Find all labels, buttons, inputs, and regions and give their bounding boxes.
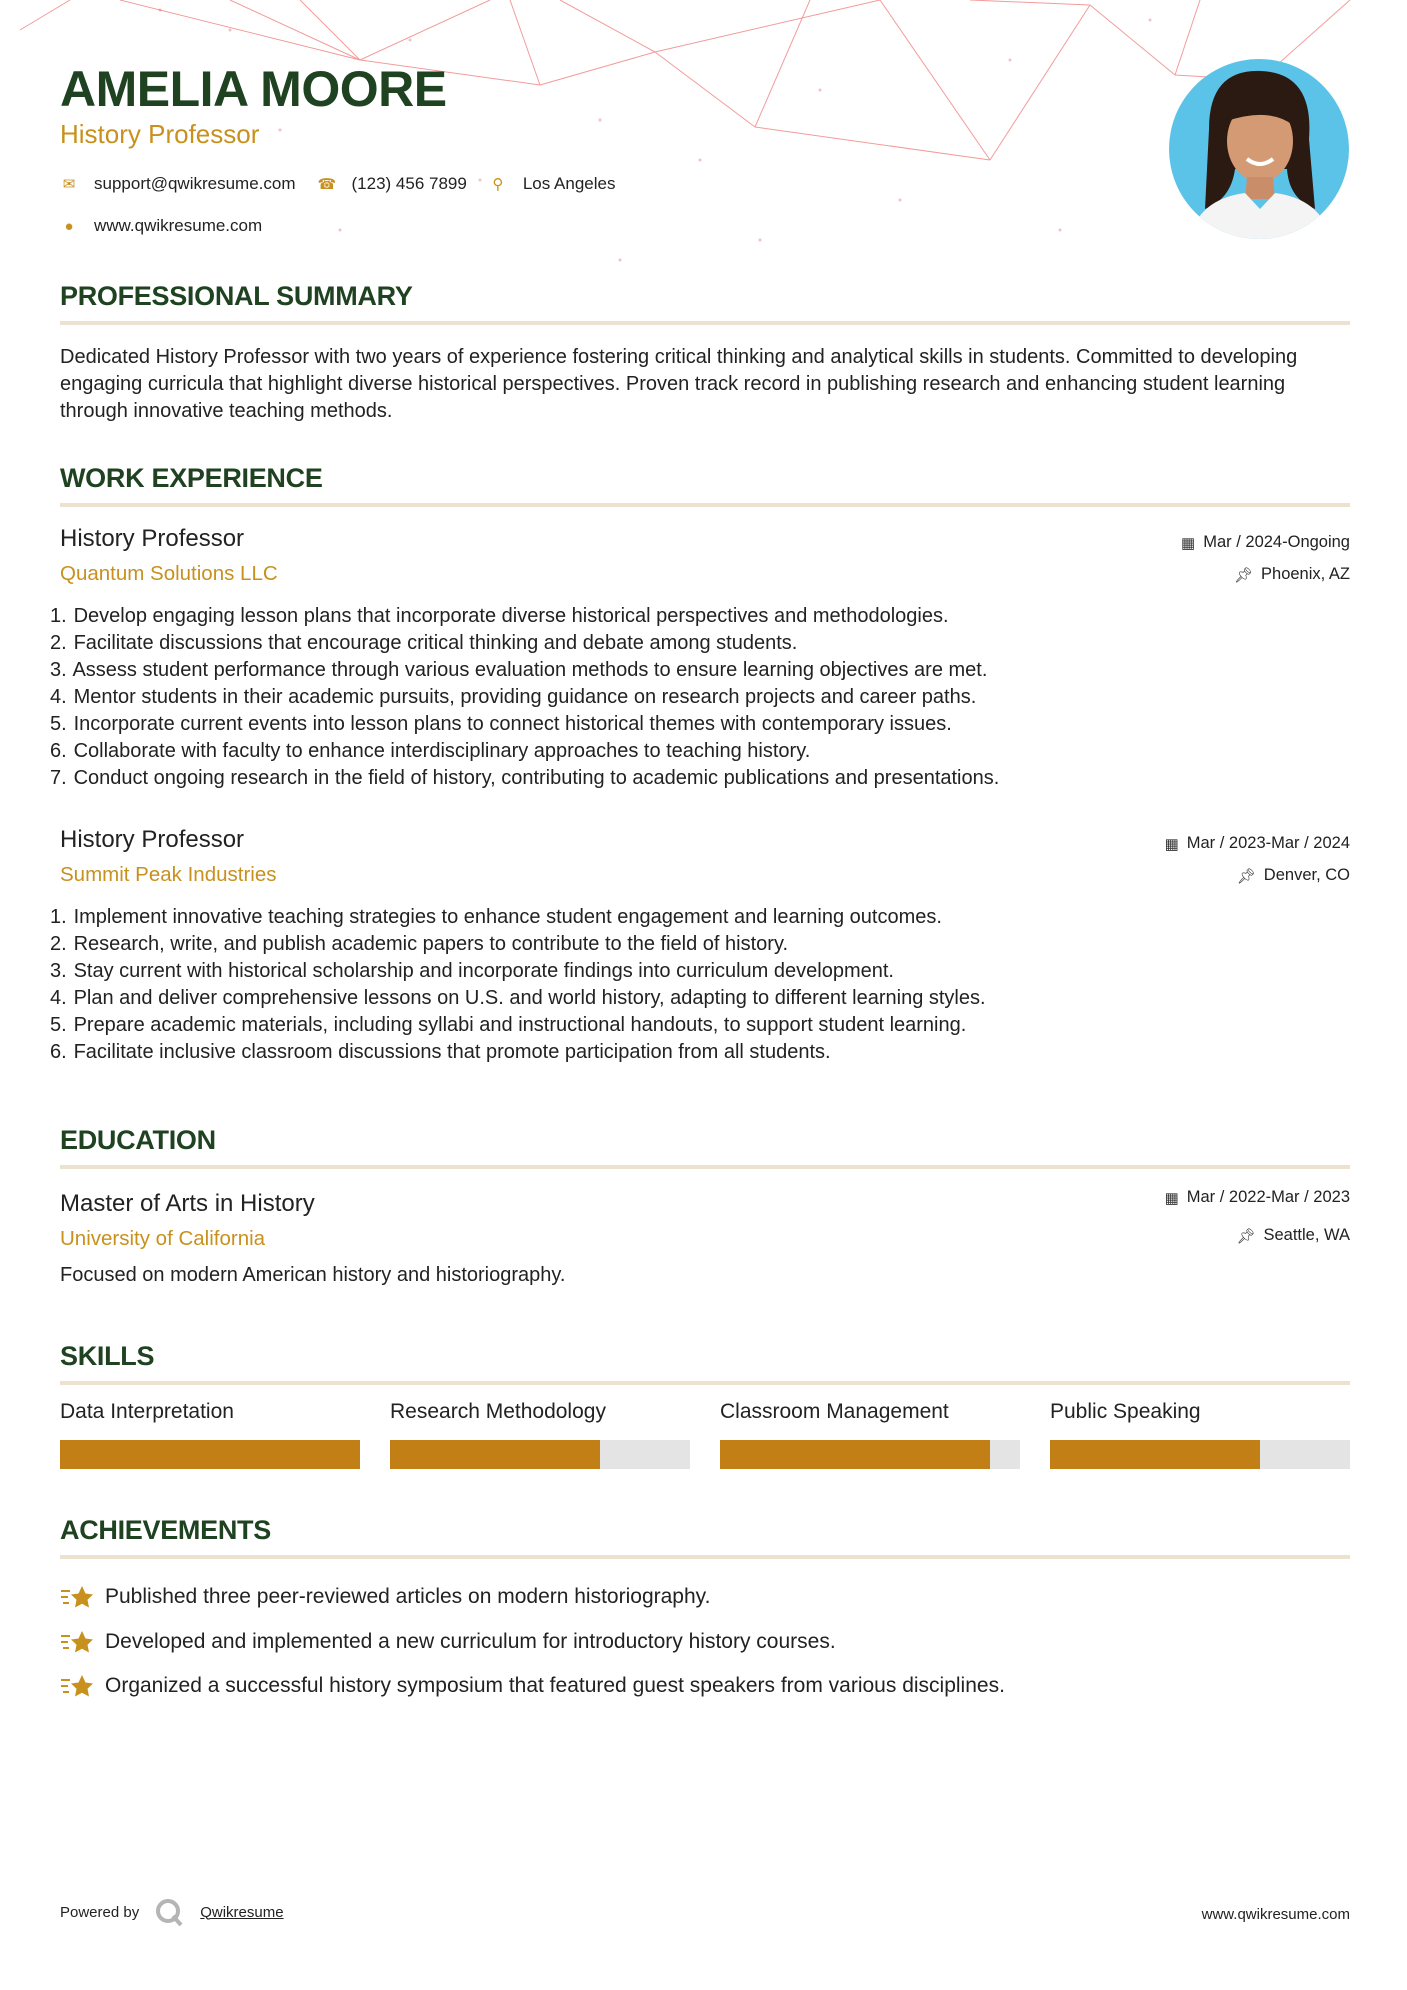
- skill-bar: [1050, 1440, 1350, 1469]
- map-pin-icon: ⚲: [492, 176, 504, 193]
- star-badge-icon: [60, 1628, 94, 1656]
- education-location-text: Seattle, WA: [1263, 1226, 1350, 1244]
- list-item: 1. Develop engaging lesson plans that incorporate diverse historical perspectives and methodologies.: [50, 605, 949, 627]
- education-location: [1236, 1226, 1350, 1245]
- qwikresume-logo-icon: [154, 1897, 184, 1927]
- website-text: www.qwikresume.com: [94, 216, 263, 235]
- skill-item: [1050, 1400, 1350, 1469]
- star-badge-icon: [60, 1672, 94, 1700]
- job-company-2: Summit Peak Industries: [60, 863, 277, 886]
- job-title-1: History Professor: [60, 525, 245, 552]
- school-name: University of California: [60, 1227, 266, 1250]
- job-title-2: History Professor: [60, 826, 245, 853]
- globe-icon: ●: [64, 217, 74, 235]
- skill-bar-fill: [720, 1440, 990, 1469]
- job-location-2: [1237, 866, 1350, 885]
- pushpin-icon: 📌︎: [1236, 1227, 1256, 1245]
- phone-icon: ☎: [317, 176, 337, 193]
- section-divider: [60, 503, 1350, 507]
- candidate-title: History Professor: [60, 119, 260, 149]
- skill-bar: [390, 1440, 690, 1469]
- education-dates: [1165, 1188, 1350, 1207]
- list-item: 3. Assess student performance through various evaluation methods to ensure learning objectives are met.: [50, 659, 988, 681]
- skill-bar: [720, 1440, 1020, 1469]
- calendar-icon: ▦: [1164, 835, 1179, 853]
- calendar-icon: ▦: [1164, 1189, 1179, 1207]
- skill-item: [720, 1400, 1020, 1469]
- contact-email[interactable]: [60, 174, 296, 194]
- location-text: Los Angeles: [522, 174, 616, 193]
- email-text: support@qwikresume.com: [94, 174, 296, 193]
- achievements-heading: ACHIEVEMENTS: [60, 1515, 271, 1545]
- star-badge-icon: [60, 1583, 94, 1611]
- skill-name: Classroom Management: [720, 1400, 949, 1423]
- job-dates-2-text: Mar / 2023-Mar / 2024: [1186, 834, 1350, 852]
- degree-title: Master of Arts in History: [60, 1190, 315, 1217]
- list-item: 4. Mentor students in their academic pursuits, providing guidance on research projects and career paths.: [50, 686, 977, 708]
- list-item: [60, 1664, 1005, 1709]
- education-heading: EDUCATION: [60, 1125, 216, 1155]
- job-location-2-text: Denver, CO: [1263, 866, 1350, 884]
- experience-heading: WORK EXPERIENCE: [60, 463, 323, 493]
- contact-phone[interactable]: [318, 174, 467, 194]
- skill-name: Public Speaking: [1050, 1400, 1201, 1423]
- skills-heading: SKILLS: [60, 1341, 155, 1371]
- job-location-1-text: Phoenix, AZ: [1261, 565, 1350, 583]
- candidate-name: AMELIA MOORE: [60, 61, 447, 117]
- skills-grid: [60, 1400, 1350, 1469]
- profile-photo: [1169, 59, 1349, 239]
- achievement-text: Published three peer-reviewed articles on modern historiography.: [105, 1585, 711, 1609]
- pushpin-icon: 📌︎: [1233, 566, 1254, 584]
- job-dates-1: [1181, 533, 1350, 552]
- job-1-duties: [50, 603, 1350, 792]
- skill-bar-fill: [60, 1440, 360, 1469]
- list-item: 3. Stay current with historical scholarship and incorporate findings into curriculum development.: [50, 960, 894, 982]
- avatar-illustration: [1169, 59, 1349, 239]
- education-description: Focused on modern American history and historiography.: [60, 1264, 566, 1286]
- skill-item: [60, 1400, 360, 1469]
- footer-url[interactable]: www.qwikresume.com: [1201, 1906, 1350, 1923]
- skill-bar: [60, 1440, 360, 1469]
- contact-website[interactable]: [60, 216, 262, 236]
- list-item: [60, 1575, 1005, 1620]
- achievements-list: [60, 1575, 1005, 1709]
- list-item: 2. Facilitate discussions that encourage critical thinking and debate among students.: [50, 632, 798, 654]
- section-divider: [60, 1555, 1350, 1559]
- section-divider: [60, 1381, 1350, 1385]
- list-item: 5. Prepare academic materials, including syllabi and instructional handouts, to support student learning.: [50, 1014, 967, 1036]
- list-item: 1. Implement innovative teaching strategies to enhance student engagement and learning outcomes.: [50, 906, 942, 928]
- contact-row: [60, 174, 637, 194]
- qwikresume-link[interactable]: Qwikresume: [200, 1903, 284, 1921]
- envelope-icon: ✉: [62, 176, 76, 193]
- list-item: 6. Collaborate with faculty to enhance interdisciplinary approaches to teaching history.: [50, 740, 811, 762]
- list-item: [60, 1620, 1005, 1665]
- skill-name: Data Interpretation: [60, 1400, 234, 1423]
- powered-by-label: Powered by: [60, 1903, 140, 1921]
- summary-heading: PROFESSIONAL SUMMARY: [60, 281, 413, 311]
- list-item: 7. Conduct ongoing research in the field of history, contributing to academic publications and presentations.: [50, 767, 1000, 789]
- job-2-duties: [50, 904, 1350, 1066]
- list-item: 6. Facilitate inclusive classroom discussions that promote participation from all students.: [50, 1041, 831, 1063]
- education-dates-text: Mar / 2022-Mar / 2023: [1186, 1188, 1350, 1206]
- skill-bar-fill: [390, 1440, 600, 1469]
- contact-row-2: [60, 216, 284, 236]
- job-company-1: Quantum Solutions LLC: [60, 562, 278, 585]
- phone-text: (123) 456 7899: [351, 174, 467, 193]
- pushpin-icon: 📌︎: [1236, 867, 1256, 885]
- achievement-text: Developed and implemented a new curriculum for introductory history courses.: [105, 1629, 836, 1653]
- summary-text: Dedicated History Professor with two years of experience fostering critical thinking and analytical skills in students. Committed to developing engaging curricula that highlight diverse historical perspectives. Proven track record in publishing research and enhancing student learning through innovative teaching methods.: [60, 346, 1298, 422]
- contact-location: [489, 174, 616, 194]
- job-dates-2: [1165, 834, 1350, 853]
- list-item: 4. Plan and deliver comprehensive lessons on U.S. and world history, adapting to different learning styles.: [50, 987, 986, 1009]
- calendar-icon: ▦: [1181, 534, 1196, 552]
- job-location-1: [1234, 565, 1350, 584]
- section-divider: [60, 321, 1350, 325]
- skill-bar-fill: [1050, 1440, 1260, 1469]
- skill-item: [390, 1400, 690, 1469]
- section-divider: [60, 1165, 1350, 1169]
- footer-powered-by: [60, 1897, 284, 1927]
- list-item: 5. Incorporate current events into lesson plans to connect historical themes with contemporary issues.: [50, 713, 952, 735]
- list-item: 2. Research, write, and publish academic papers to contribute to the field of history.: [50, 933, 789, 955]
- job-dates-1-text: Mar / 2024-Ongoing: [1203, 533, 1350, 551]
- achievement-text: Organized a successful history symposium that featured guest speakers from various disciplines.: [105, 1674, 1005, 1698]
- skill-name: Research Methodology: [390, 1400, 606, 1423]
